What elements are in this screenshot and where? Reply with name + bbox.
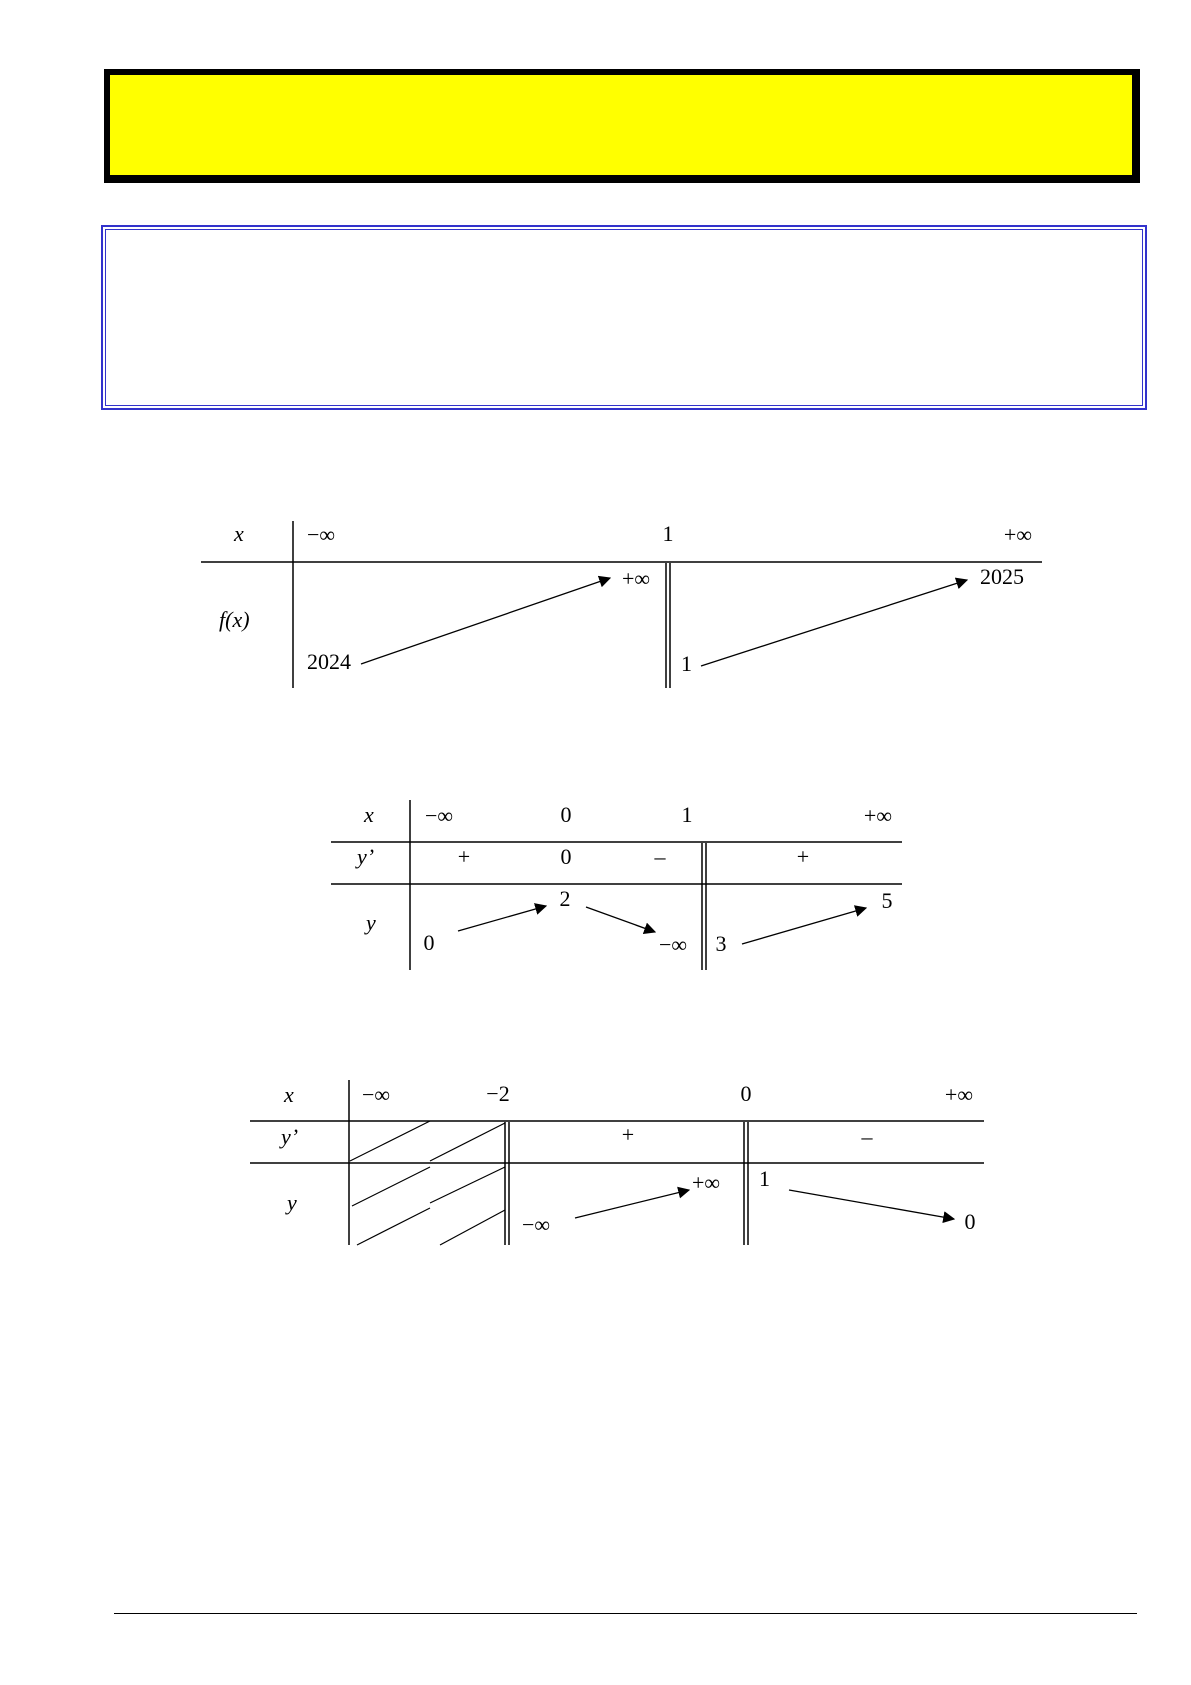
table1-x-value: 1 [662,521,674,546]
table2-arrow-down [586,907,655,932]
table2-yp-label: y’ [357,844,375,869]
table1-x-value: −∞ [307,522,336,547]
table3-y-value: +∞ [692,1170,721,1195]
table1-f-value: 2025 [980,564,1024,589]
table1-x-label: x [234,521,244,546]
table2-x-value: 0 [560,802,572,827]
table1-f-value: 1 [681,651,692,676]
table3-yp-value: + [621,1122,635,1147]
table1-x-value: +∞ [1003,522,1032,547]
table2-y-value: 2 [559,886,571,911]
variation-table-2 [0,795,1191,975]
table2-arrow-up [742,908,866,944]
table3-yp-value: – [861,1124,873,1149]
table3-y-value: 0 [964,1209,976,1234]
table2-y-value: 5 [881,888,893,913]
table2-y-value: 0 [423,930,435,955]
table3-arrow-down [789,1190,954,1219]
table2-x-value: +∞ [863,803,892,828]
table3-arrow-up [575,1190,689,1218]
table1-f-value: +∞ [622,566,651,591]
table2-y-value: −∞ [659,932,688,957]
footer-rule [114,1613,1137,1614]
table2-x-value: −∞ [425,803,454,828]
table1-f-value: 2024 [307,649,351,674]
title-box [104,69,1140,183]
table3-y-label: y [287,1190,297,1215]
table1-arrow-up [361,578,610,664]
table2-yp-value: + [457,844,471,869]
variation-table-3 [0,1075,1191,1255]
table2-arrow-up [458,906,546,931]
variation-table-1 [0,510,1191,710]
table3-x-value: 0 [740,1081,752,1106]
table2-yp-value: – [654,844,666,869]
title-highlight [109,74,1133,176]
table3-y-value: 1 [759,1166,770,1191]
table3-y-value: −∞ [522,1212,551,1237]
table3-x-value: −2 [486,1081,510,1106]
table3-hatched-region [350,1121,505,1245]
table3-x-value: −∞ [362,1082,391,1107]
table2-x-label: x [364,802,374,827]
table2-yp-value: + [796,844,810,869]
table3-x-value: +∞ [944,1082,973,1107]
table2-x-value: 1 [681,802,693,827]
table3-yp-label: y’ [281,1124,299,1149]
table1-arrow-up [701,580,967,666]
table2-y-value: 3 [715,931,727,956]
table1-fx-label: f(x) [219,607,250,632]
question-frame [101,225,1147,410]
table2-yp-value: 0 [560,844,572,869]
table2-y-label: y [366,910,376,935]
table3-x-label: x [284,1082,294,1107]
